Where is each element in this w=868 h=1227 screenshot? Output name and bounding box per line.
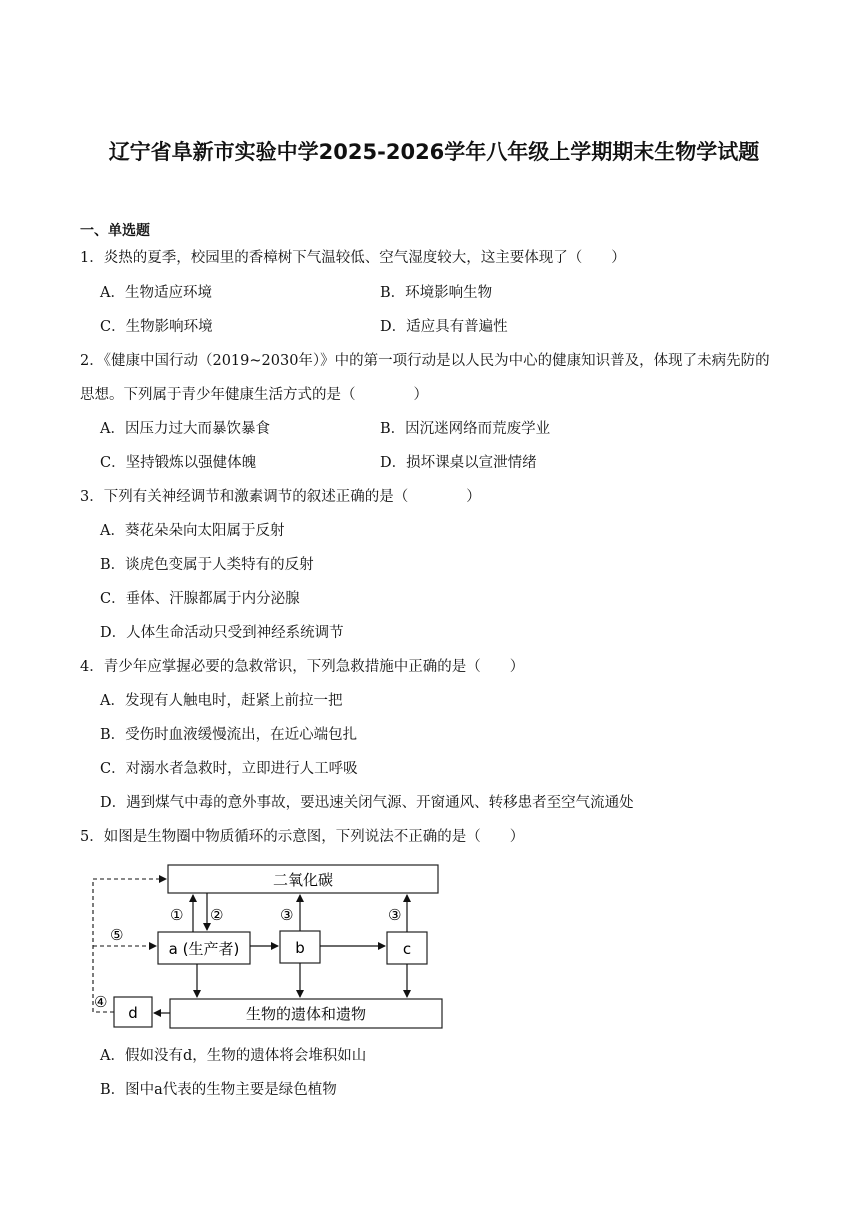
question-4-option-b: B．受伤时血液缓慢流出，在近心端包扎 [100,727,358,743]
question-2-stem-line-1: 2．《健康中国行动（2019~2030年）》中的第一项行动是以人民为中心的健康知识普及，体现了未病先防的 [80,353,770,369]
label-3-b: ③ [280,906,294,924]
question-5-stem: 5．如图是生物圈中物质循环的示意图，下列说法不正确的是（ ） [80,829,525,845]
section-heading: 一、单选题 [80,223,150,239]
question-3-option-a: A．葵花朵朵向太阳属于反射 [100,523,285,539]
label-2: ② [210,906,224,924]
label-4: ④ [94,993,108,1011]
label-3-c: ③ [388,906,402,924]
question-5-option-a: A．假如没有d，生物的遗体将会堆积如山 [100,1048,367,1064]
question-2-stem-line-2: 思想。下列属于青少年健康生活方式的是（ ） [80,387,428,403]
decomposer-d-label: d [128,1004,138,1022]
question-2-option-b: B．因沉迷网络而荒废学业 [380,421,551,437]
question-3-option-b: B．谈虎色变属于人类特有的反射 [100,557,314,573]
question-1-stem: 1．炎热的夏季，校园里的香樟树下气温较低、空气湿度较大，这主要体现了（ ） [80,250,626,266]
question-4-option-c: C．对溺水者急救时，立即进行人工呼吸 [100,761,358,777]
question-4-option-d: D．遇到煤气中毒的意外事故，要迅速关闭气源、开窗通风、转移患者至空气流通处 [100,795,634,811]
co2-label: 二氧化碳 [272,871,334,889]
question-1-option-c: C．生物影响环境 [100,319,213,335]
label-1: ① [170,906,184,924]
question-1-option-b: B．环境影响生物 [380,285,493,301]
producer-label: a (生产者) [168,940,240,958]
question-1-option-a: A．生物适应环境 [100,285,212,301]
question-3-option-c: C．垂体、汗腺都属于内分泌腺 [100,591,300,607]
question-5-option-b: B．图中a代表的生物主要是绿色植物 [100,1082,337,1098]
question-3-option-d: D．人体生命活动只受到神经系统调节 [100,625,344,641]
question-4-stem: 4．青少年应掌握必要的急救常识，下列急救措施中正确的是（ ） [80,659,525,675]
question-2-option-d: D．损坏课桌以宣泄情绪 [380,455,537,471]
page-title: 辽宁省阜新市实验中学2025-2026学年八年级上学期期末生物学试题 [108,140,760,164]
consumer-c-label: c [402,940,412,958]
question-2-option-c: C．坚持锻炼以强健体魄 [100,455,257,471]
question-1-option-d: D．适应具有普遍性 [380,319,508,335]
question-4-option-a: A．发现有人触电时，赶紧上前拉一把 [100,693,343,709]
question-3-stem: 3．下列有关神经调节和激素调节的叙述正确的是（ ） [80,489,481,505]
label-5: ⑤ [110,926,124,944]
consumer-b-label: b [295,939,305,957]
question-2-option-a: A．因压力过大而暴饮暴食 [100,421,270,437]
remains-label: 生物的遗体和遗物 [245,1005,367,1023]
